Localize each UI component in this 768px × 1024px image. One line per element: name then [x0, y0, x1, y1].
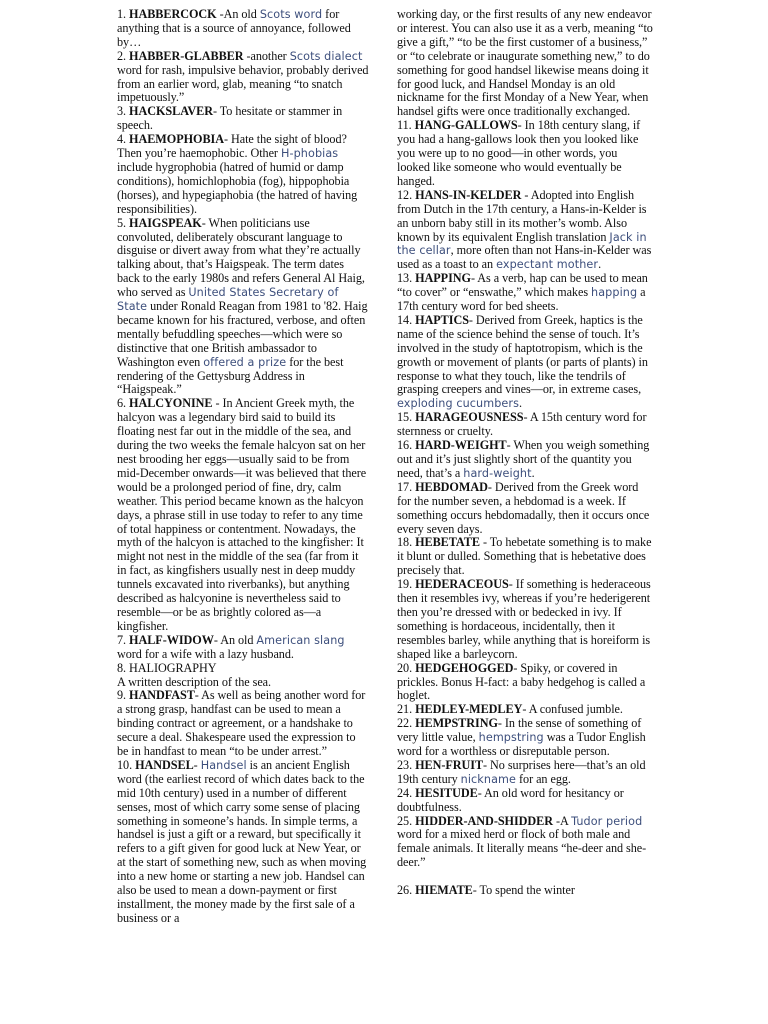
glossary-entry — [117, 759, 369, 926]
entry-number: 13. — [397, 271, 416, 286]
entry-definition: - A 15th century word for sternness or cruelty. — [397, 410, 647, 439]
glossary-entry — [397, 189, 653, 272]
entry-definition: - A confused jumble. — [522, 702, 623, 717]
entry-definition: - No surprises here—that’s an old 19th century — [397, 757, 646, 786]
entry-headword: HEDGEHOGGED — [415, 660, 514, 675]
entry-headword: HALF-WIDOW — [129, 632, 214, 647]
entry-definition: - When you weigh something out and it’s just slightly short of the quantity you need, that’s a — [397, 438, 650, 480]
entry-headword: HARD-WEIGHT — [415, 438, 507, 453]
glossary-entry — [117, 217, 369, 398]
entry-number: 20. — [397, 660, 416, 675]
entry-definition: - To hesitate or stammer in speech. — [117, 104, 343, 133]
entry-definition: was a Tudor English word for a worthless or disreputable person. — [397, 730, 646, 759]
entry-definition: - As a verb, hap can be used to mean “to cover” or “enswathe,” which makes — [397, 271, 648, 300]
entry-headword: HANDSEL — [135, 757, 194, 772]
entry-number: 12. — [397, 187, 416, 202]
entry-number: 15. — [397, 410, 416, 425]
glossary-entry — [117, 634, 369, 662]
glossary-entry — [397, 481, 653, 537]
entry-definition: for the best rendering of the Gettysburg Address in “Haigspeak.” — [117, 354, 344, 397]
entry-definition: - To hebetate something is to make it blunt or dulled. Something that is hebetative does precisely that. — [397, 535, 652, 578]
entry-headword: HEDERACEOUS — [415, 577, 509, 592]
entry-link[interactable]: United States Secretary of State — [117, 286, 339, 314]
entry-number: 8. — [117, 660, 130, 675]
entry-definition: -another — [243, 48, 290, 63]
entry-definition: for anything that is a source of annoyance, followed by… — [117, 7, 351, 49]
entry-definition: - In the sense of something of very little value, — [397, 716, 642, 745]
entry-link[interactable]: exploding cucumbers — [397, 397, 520, 411]
entry-definition: . — [598, 257, 602, 272]
right-column — [397, 8, 653, 898]
entry-number: 10. — [117, 757, 136, 772]
entry-link[interactable]: offered a prize — [203, 355, 287, 369]
entry-definition: - When politicians use convoluted, deliberately obscurant language to disguise or divert away from what they’re actually talking about, that’s Haigspeak. The term dates back to the early 1980s and refers General Al Haig, who served as — [117, 215, 365, 300]
entry-link[interactable]: nickname — [460, 772, 517, 786]
entry-headword: HAIGSPEAK — [129, 215, 202, 230]
entry-number: 5. — [117, 215, 130, 230]
glossary-entry — [397, 578, 653, 661]
entry-headword: HANDFAST — [129, 688, 195, 703]
entry-link[interactable]: hempstring — [478, 731, 544, 745]
glossary-entry — [397, 662, 653, 704]
entry-definition: - Adopted into English from Dutch in the 17th century, a Hans-in-Kelder is an unborn baby still in its mother’s womb. Also known by its equivalent English translation — [397, 187, 647, 244]
entry-headword: HEDLEY-MEDLEY — [415, 702, 523, 717]
entry-headword: HACKSLAVER — [129, 104, 213, 119]
entry-headword: HAPTICS — [415, 312, 469, 327]
glossary-entry — [397, 759, 653, 787]
entry-definition: a 17th century word for bed sheets. — [397, 285, 646, 314]
entry-definition: . — [519, 396, 523, 411]
entry-headword: HIEMATE — [415, 883, 473, 898]
entry-definition: include hygrophobia (hatred of humid or damp conditions), homichlophobia (fog), hippophobia (horses), and hypegiaphobia (the hatred of having responsibilities). — [117, 159, 358, 216]
entry-definition: - In Ancient Greek myth, the halcyon was a legendary bird said to build its floating nest far out in the middle of the sea, and during the two weeks the female halcyon sat on her nest brooding her eggs—usually said to be from mid-December onwards—it was believed that there would be a prolonged period of fine, dry, calm weather. This period became known as the halcyon days, a phrase still in use today to refer to any time of total happiness or contentment. Nowadays, the myth of the halcyon is attached to the kingfisher: It might not nest in the middle of the sea (far from it in fact, as kingfishers usually nest in deep muddy tunnels excavated into riverbanks), but anything described as halcyonine is nevertheless said to resemble—or be as brightly colored as—a kingfisher. — [117, 396, 367, 633]
entry-headword: HAEMOPHOBIA — [129, 132, 224, 147]
entry-definition: -A — [553, 813, 572, 828]
entry-number: 18. — [397, 535, 416, 550]
entry-definition: word for a wife with a lazy husband. — [117, 646, 294, 661]
glossary-entry — [397, 703, 653, 717]
entry-number: 25. — [397, 813, 416, 828]
entry-definition: - Hate the sight of blood? Then you’re haemophobic. Other — [117, 132, 347, 161]
glossary-entry — [397, 8, 653, 119]
entry-link[interactable]: H-phobias — [280, 147, 339, 161]
glossary-entry — [397, 536, 653, 578]
glossary-entry — [117, 105, 369, 133]
entry-definition: - If something is hederaceous then it resembles ivy, whereas if you’re hederigerent then you’re dressed with or bedecked in ivy. If something is hordaceous, incidentally, then it resembles barley, while anything that is horeiform is shaped like a barleycorn. — [397, 577, 651, 661]
entry-definition: - Derived from Greek, haptics is the name of the science behind the sense of touch. It’s involved in the study of haptotropism, which is the growth or movement of plants (or parts of plants) in response to what they touch, like the tendrils of grasping creepers and vines—or, in extreme cases, — [397, 312, 648, 397]
entry-number: 9. — [117, 688, 130, 703]
entry-definition: working day, or the first results of any new endeavor or interest. You can also use it as a verb, meaning “to give a gift,” “to be the first customer of a business,” or “to celebrate or inaugurate something new,” to do something for good handsel likewise means doing it for good luck, and Handsel Monday is an old nickname for the first Monday of a New Year, when handsel gifts were once traditionally exchanged. — [397, 7, 653, 119]
entry-link[interactable]: Scots word — [259, 8, 323, 21]
entry-headword: HABBER-GLABBER — [129, 48, 244, 63]
entry-definition: - In 18th century slang, if you had a hang-gallows look then you looked like you were up to no good—in other words, you looked like someone who would eventually be hanged. — [397, 118, 641, 188]
entry-definition: -An old — [216, 7, 260, 21]
entry-number: 21. — [397, 702, 416, 717]
glossary-entry — [397, 119, 653, 189]
glossary-entry — [117, 689, 369, 759]
glossary-entry — [117, 397, 369, 633]
glossary-entry — [397, 314, 653, 411]
entry-link[interactable]: Tudor period — [571, 814, 643, 828]
entry-number: 16. — [397, 438, 416, 453]
entry-headword: HALCYONINE — [129, 396, 213, 411]
entry-number: 26. — [397, 883, 416, 898]
entry-link[interactable]: American slang — [256, 633, 345, 647]
blank-line — [397, 870, 653, 884]
entry-link[interactable]: Jack in the cellar — [397, 230, 647, 258]
entry-number: 24. — [397, 785, 416, 800]
entry-link[interactable]: Scots dialect — [289, 49, 363, 63]
entry-number: 1. — [117, 7, 130, 21]
entry-headword: HANG-GALLOWS — [414, 118, 518, 133]
entry-number: 23. — [397, 757, 416, 772]
entry-definition: - To spend the winter — [472, 883, 575, 898]
entry-definition: word for a mixed herd or flock of both male and female animals. It literally means “he-deer and she-deer.” — [397, 827, 647, 870]
glossary-entry — [397, 787, 653, 815]
entry-headword: HEBETATE — [415, 535, 480, 550]
glossary-entry — [117, 8, 369, 50]
entry-headword: HARAGEOUSNESS — [415, 410, 524, 425]
entry-number: 4. — [117, 132, 130, 147]
entry-definition: - — [193, 757, 201, 772]
entry-number: 6. — [117, 396, 130, 411]
glossary-entry — [117, 50, 369, 106]
entry-definition: - As well as being another word for a strong grasp, handfast can be used to mean a binding contract or agreement, or a handshake to secure a deal. Shakespeare used the expression to be in handfast to mean “to be under arrest.” — [117, 688, 366, 759]
glossary-entry — [397, 439, 653, 481]
entry-link[interactable]: expectant mother — [496, 258, 599, 272]
entry-headword: HAPPING — [415, 271, 471, 286]
entry-number: 2. — [117, 48, 130, 63]
entry-headword: HANS-IN-KELDER — [415, 187, 522, 202]
glossary-entry — [397, 884, 653, 898]
glossary-entry — [397, 272, 653, 314]
entry-definition: - Derived from the Greek word for the number seven, a hebdomad is a week. If something occurs hebdomadally, then it occurs once every seven days. — [397, 479, 650, 536]
entry-link[interactable]: hard-weight — [463, 466, 532, 480]
entry-headword: HESITUDE — [415, 785, 478, 800]
entry-definition: - An old — [213, 632, 257, 647]
glossary-entry — [117, 662, 369, 690]
left-column — [117, 8, 369, 926]
entry-number: 22. — [397, 716, 416, 731]
entry-definition: - An old word for hesitancy or doubtfulness. — [397, 785, 624, 814]
entry-number: 11. — [397, 118, 415, 133]
entry-definition: for an egg. — [516, 771, 571, 786]
glossary-entry — [397, 815, 653, 871]
glossary-entry — [397, 717, 653, 759]
entry-definition: , more often than not Hans-in-Kelder was used as a toast to an — [397, 243, 652, 272]
entry-link[interactable]: happing — [591, 286, 638, 300]
glossary-entry — [117, 133, 369, 216]
entry-definition: . — [531, 465, 535, 480]
entry-number: 7. — [117, 632, 130, 647]
entry-headword: HIDDER-AND-SHIDDER — [415, 813, 554, 828]
entry-headword: HEBDOMAD — [415, 479, 488, 494]
entry-headword: HEMPSTRING — [415, 716, 498, 731]
entry-definition: - Spiky, or covered in prickles. Bonus H-fact: a baby hedgehog is called a hoglet. — [397, 660, 646, 703]
entry-definition: word for rash, impulsive behavior, probably derived from an earlier word, glab, meaning “to snatch impetuously.” — [117, 62, 369, 105]
entry-headword: HEN-FRUIT — [415, 757, 484, 772]
entry-number: 17. — [397, 479, 416, 494]
entry-number: 14. — [397, 312, 416, 327]
entry-number: 3. — [117, 104, 130, 119]
entry-definition: is an ancient English word (the earliest record of which dates back to the mid 10th century) used in a number of different senses, most of which carry some sense of placing something in someone’s hands. In simple terms, a handsel is just a gift or a reward, but specifically it refers to a gift given for good luck at New Year, or at the start of something new, such as when moving into a new home or starting a new job. Handsel can also be used to mean a down-payment or first installment, the money made by the first sale of a business or a — [117, 757, 367, 925]
entry-definition: A written description of the sea. — [117, 674, 272, 689]
entry-link[interactable]: Handsel — [200, 758, 247, 772]
entry-headword: HABBERCOCK — [129, 7, 217, 21]
entry-number: 19. — [397, 577, 416, 592]
glossary-entry — [397, 411, 653, 439]
entry-headword: HALIOGRAPHY — [129, 660, 217, 675]
entry-definition: under Ronald Reagan from 1981 to '82. Haig became known for his fractured, verbose, and often mentally befuddling speeches—which were so distinctive that one British ambassador to Washington even — [117, 299, 368, 369]
